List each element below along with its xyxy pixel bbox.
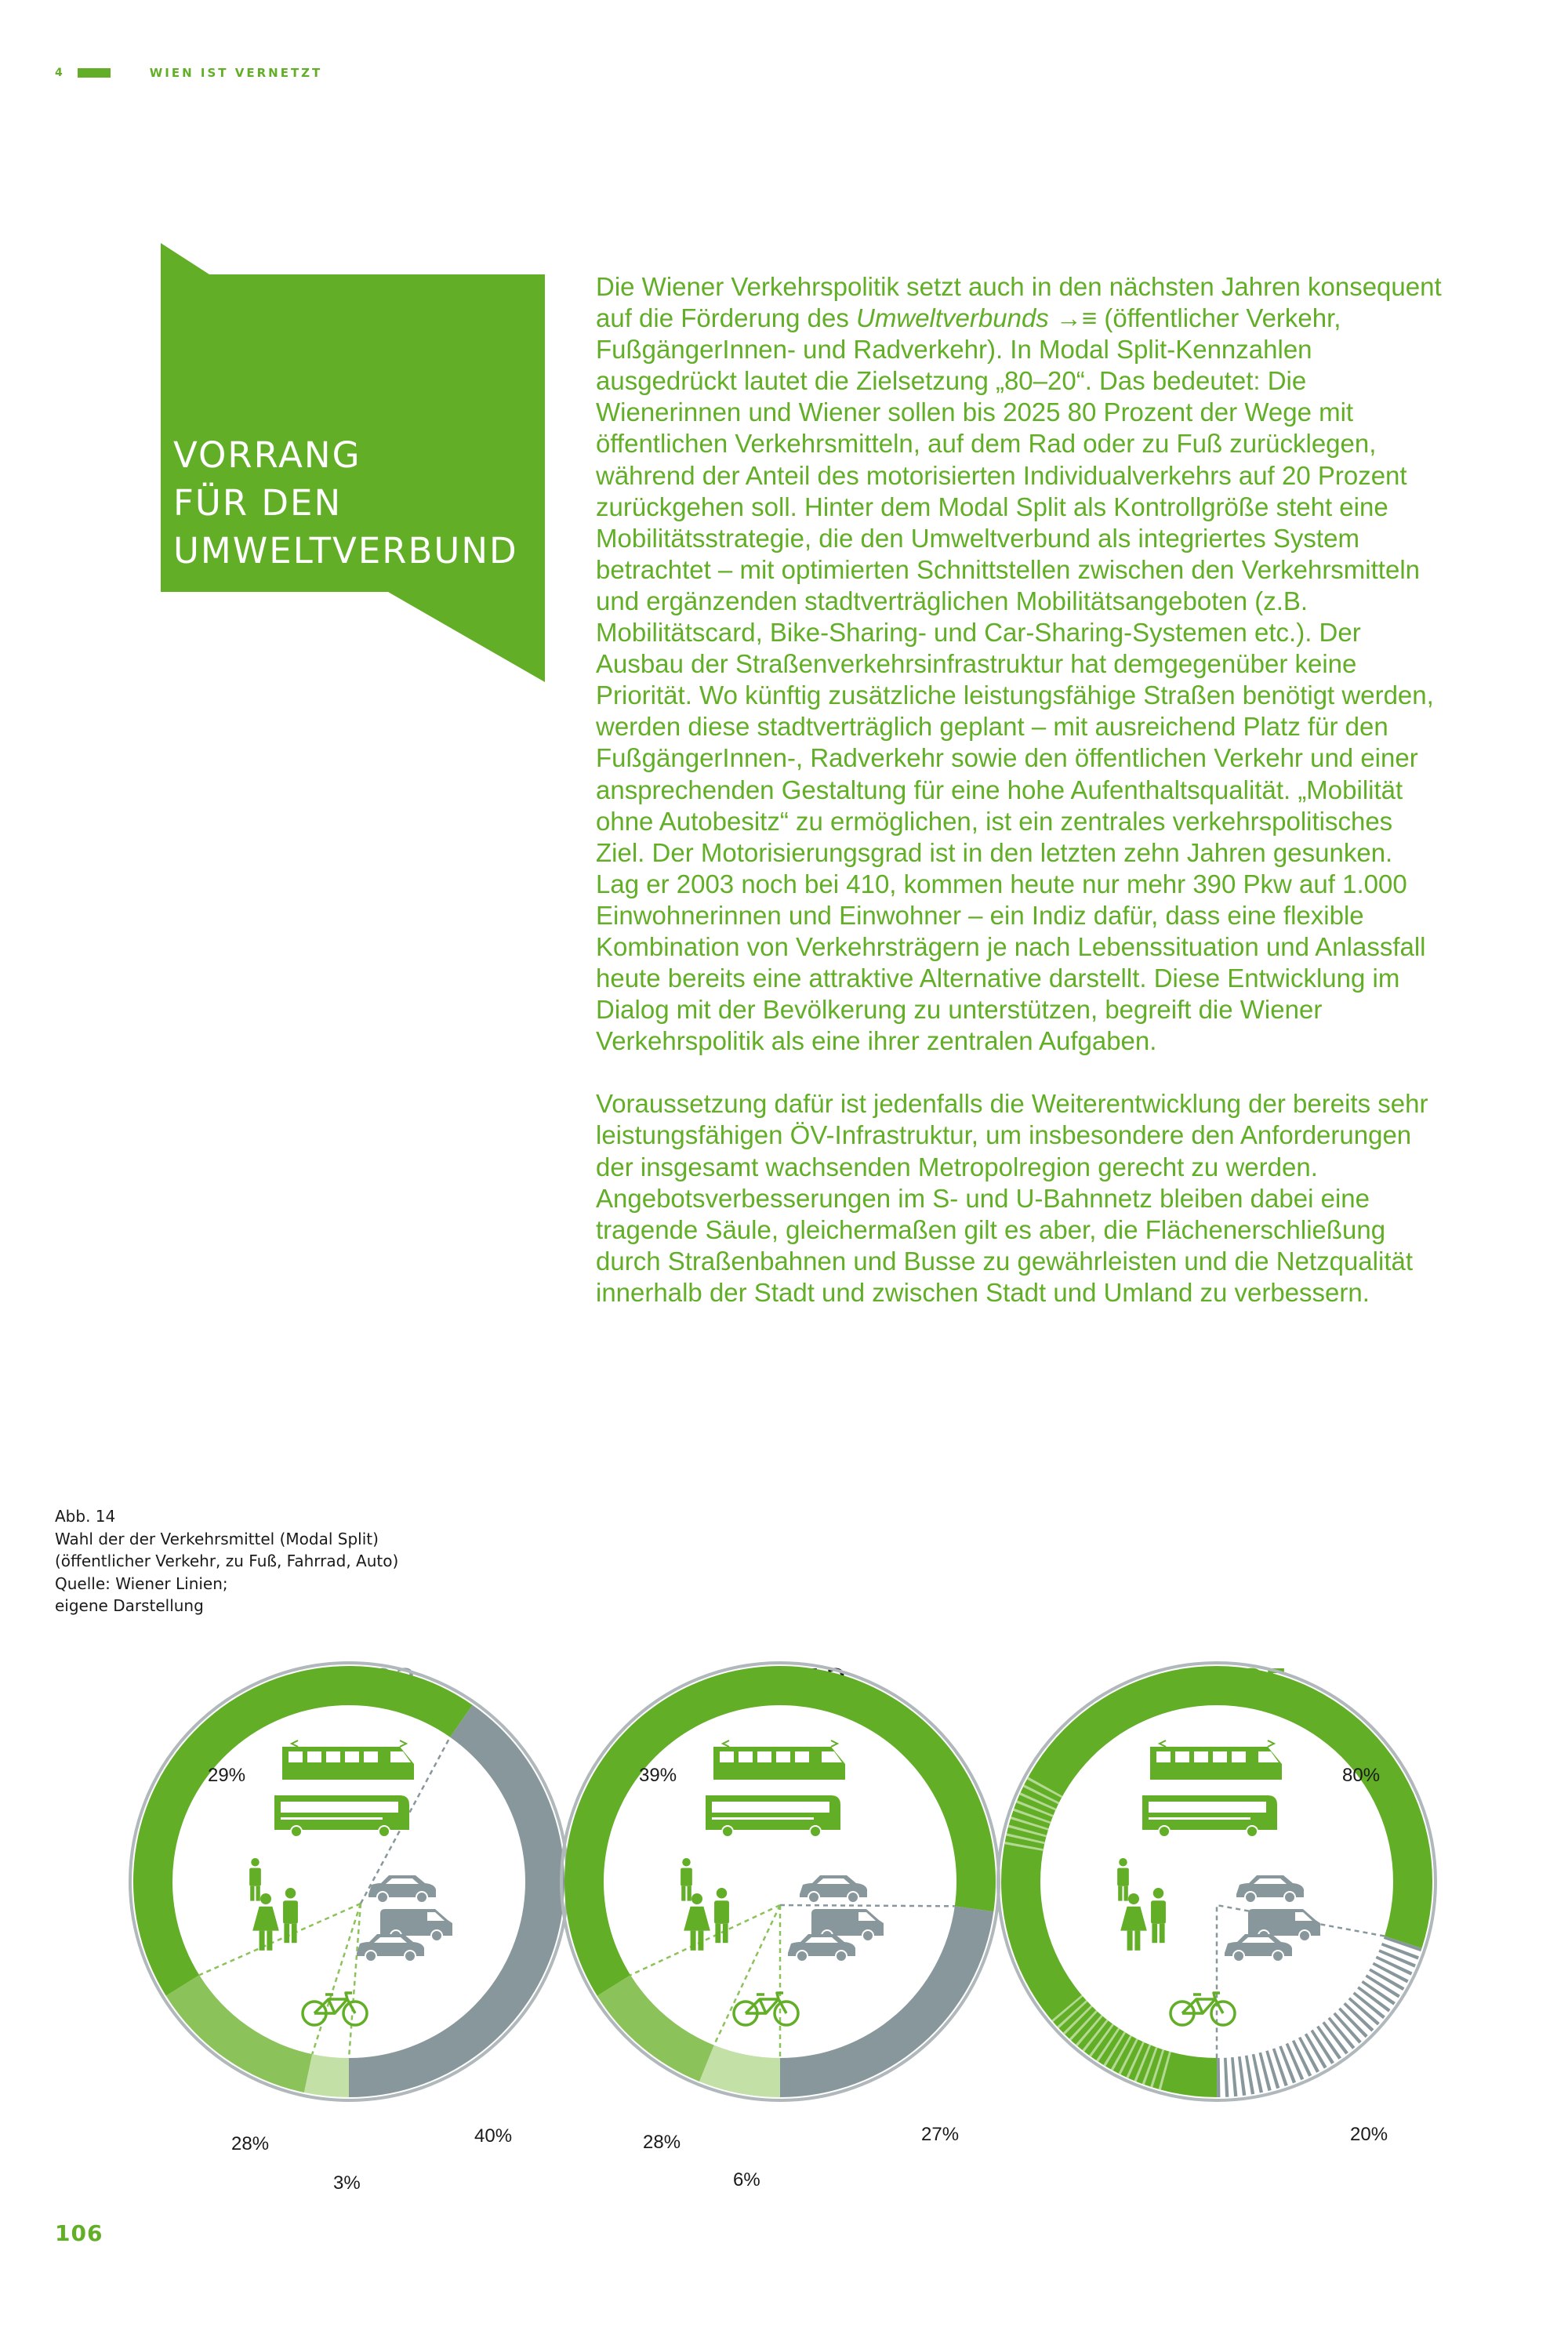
bicycle-icon xyxy=(734,1993,798,2025)
car-icon-2 xyxy=(1225,1934,1292,1962)
pedestrian-woman xyxy=(1120,1893,1147,1951)
section-marker-bar xyxy=(78,68,111,78)
pedestrian-woman xyxy=(684,1893,710,1951)
section-title: WIEN IST VERNETZT xyxy=(149,66,323,80)
pie-slice-1 xyxy=(1217,1942,1403,2078)
data-label: 29% xyxy=(208,1765,246,1786)
bicycle-icon xyxy=(1171,1993,1235,2025)
pie-outline xyxy=(998,1663,1436,2100)
pedestrian-small xyxy=(249,1858,261,1901)
pedestrian-small xyxy=(1117,1858,1129,1901)
data-label: 28% xyxy=(231,2133,270,2154)
tram-icon xyxy=(713,1740,845,1782)
page-number: 106 xyxy=(55,2220,103,2246)
bus-icon xyxy=(1142,1795,1277,1837)
pie-chart-2025 xyxy=(998,1662,1436,2145)
section-number: 4 xyxy=(55,67,64,79)
data-label: 3% xyxy=(333,2172,361,2194)
divider-line xyxy=(349,1904,361,2058)
bicycle-icon xyxy=(303,1993,367,2025)
paragraph-1-part-b: (öffentlicher Verkehr, FußgängerInnen- und Radverkehr). In Modal Split-Kennzahlen ausgedrückt lautet die Zielsetzung „80–20“. Das bedeutet: Die Wienerinnen und Wiener sollen bis 2025 80 Prozent der Wege mit öffentlichen Verkehrsmitteln, auf dem Rad oder zu Fuß zurücklegen, während der Anteil des motorisierten Individualverkehrs auf 20 Prozent zurückgehen soll. Hinter dem Modal Split als Kontrollgröße steht eine Mobilitätsstrategie, die den Umweltverbund als integriertes System betrachtet – mit optimierten Schnittstellen zwischen den Verkehrsmitteln und ergänzenden stadtverträglichen Mobilitätsangeboten (z.B. Mobilitätscard, Bike-Sharing- und Car-Sharing-Systemen etc.). Der Ausbau der Straßenverkehrsinfrastruktur hat demgegenüber keine Priorität. Wo künftig zusätzliche leistungsfähige Straßen benötigt werden, werden diese stadtverträglich geplant – mit ausreichend Platz für den FußgängerInnen-, Radverkehr sowie den öffentlichen Verkehr und einer ansprechenden Gestaltung für eine hohe Aufenthaltsqualität. „Mobilität ohne Autobesitz“ zu ermöglichen, ist ein zentrales verkehrspolitisches Ziel. Der Motorisierungsgrad ist in den letzten zehn Jahren gesunken. Lag er 2003 noch bei 410, kommen heute nur mehr 390 Pkw auf 1.000 Einwohnerinnen und Einwohner – ein Indiz dafür, dass eine flexible Kombination von Verkehrsträgern je nach Lebenssituation und Anlassfall heute bereits eine attraktive Alternative darstellt. Diese Entwicklung im Dialog mit der Bevölkerung zu unterstützen, begreift die Wiener Verkehrspolitik als eine ihrer zentralen Aufgaben. xyxy=(596,303,1434,1056)
paragraph-1-part-a: Die Wiener Verkehrspolitik setzt auch in den nächsten Jahren konsequent auf die Förderung des xyxy=(596,272,1442,333)
bus-icon xyxy=(706,1795,840,1837)
pedestrian-man xyxy=(714,1888,729,1943)
data-label: 80% xyxy=(1342,1765,1381,1786)
pie-outline xyxy=(130,1663,568,2100)
pedestrian-man xyxy=(283,1888,298,1943)
tram-icon xyxy=(282,1740,414,1782)
modal-split-charts xyxy=(0,1646,1568,2195)
bus-icon xyxy=(274,1795,409,1837)
pedestrian-man xyxy=(1151,1888,1166,1943)
data-label: 39% xyxy=(639,1765,677,1786)
pie-chart-2012 xyxy=(561,1662,999,2190)
divider-line xyxy=(780,1905,955,1906)
pedestrian-woman xyxy=(252,1893,279,1951)
figure-caption: Abb. 14 Wahl der der Verkehrsmittel (Modal Split) (öffentlicher Verkehr, zu Fuß, Fahrrad, Auto) Quelle: Wiener Linien; eigene Darstellung xyxy=(55,1507,399,1615)
body-text xyxy=(596,271,1443,1308)
pie-slice-3 xyxy=(597,1975,714,2082)
car-icon xyxy=(368,1875,436,1903)
divider-line xyxy=(199,1904,361,1975)
glossary-reference-icon: →≡ xyxy=(1048,303,1105,333)
car-icon-2 xyxy=(788,1934,855,1962)
running-head xyxy=(55,64,322,82)
paragraph-2: Voraussetzung dafür ist jedenfalls die Weiterentwicklung der bereits sehr leistungsfähigen ÖV-Infrastruktur, um insbesondere den Anforderungen der insgesamt wachsenden Metropolregion gerecht zu werden. Angebotsverbesserungen im S- und U-Bahnnetz bleiben dabei eine tragende Säule, gleichermaßen gilt es aber, die Flächenerschließung durch Straßenbahnen und Busse zu gewährleisten und die Netzqualität innerhalb der Stadt und zwischen Stadt und Umland zu verbessern. xyxy=(596,1089,1428,1307)
chapter-banner xyxy=(161,243,545,682)
tram-icon xyxy=(1150,1740,1282,1782)
data-label: 40% xyxy=(474,2125,513,2147)
car-icon-2 xyxy=(357,1934,424,1962)
data-label: 28% xyxy=(643,2132,681,2153)
pedestrians-icon xyxy=(1117,1858,1166,1951)
car-icon xyxy=(800,1875,867,1903)
paragraph-1 xyxy=(596,271,1443,1057)
pie-chart-1993 xyxy=(130,1662,568,2194)
data-label: 6% xyxy=(733,2169,760,2190)
pedestrians-icon xyxy=(681,1858,729,1951)
divider-line xyxy=(312,1904,361,2054)
pedestrians-icon xyxy=(249,1858,298,1951)
pie-slice-3 xyxy=(166,1975,312,2092)
pie-slice-0 xyxy=(564,1666,996,1996)
pedestrian-small xyxy=(681,1858,692,1901)
charts-svg xyxy=(0,1646,1568,2195)
car-icon xyxy=(1236,1875,1304,1903)
banner-title: VORRANG FÜR DEN UMWELTVERBUND xyxy=(173,434,518,572)
data-label: 20% xyxy=(1350,2124,1388,2145)
data-label: 27% xyxy=(921,2124,960,2145)
term-umweltverbunds: Umweltverbunds xyxy=(856,303,1049,333)
